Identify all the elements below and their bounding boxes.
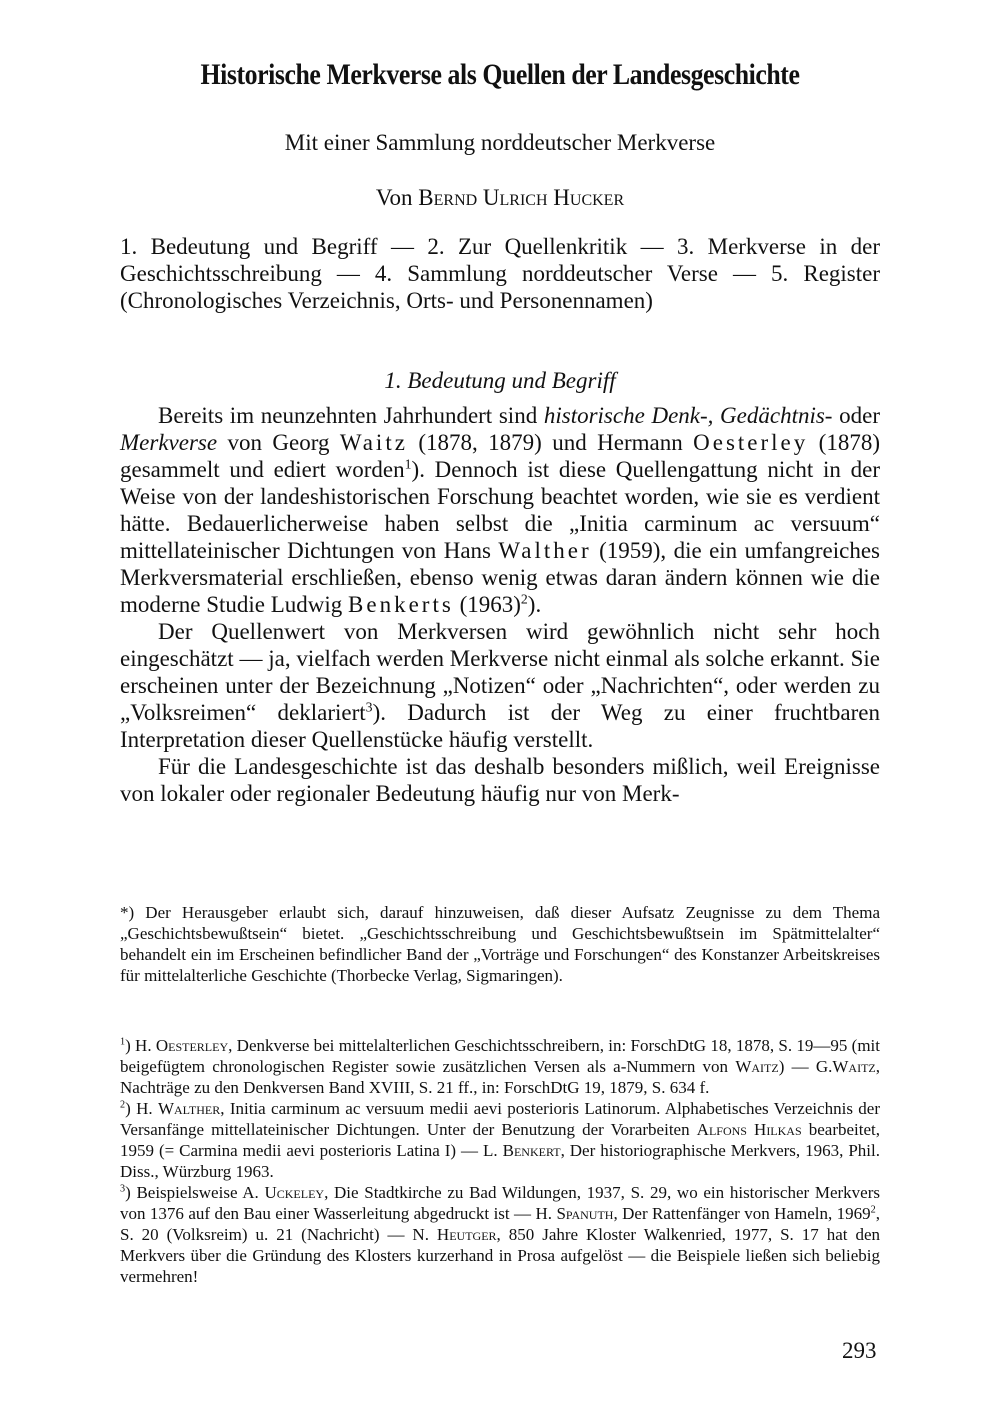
text-run: ). Dennoch ist diese Quellengattung nicht in der Weise von der landeshistorischen Forschung beachtet worden, wie sie es verdient hätte. Bedauerlicherweise haben selbst die „Initia carminum ac versuum“ mittellateinischer Dichtungen von Hans — [120, 457, 880, 563]
text-run: , Die Stadtkirche zu Bad Wildungen, 1937, S. 29, wo ein historischer Merkvers von 1376 auf den Bau einer Wasserleitung abgedruckt ist — H. — [120, 1183, 880, 1223]
author-name: Uckeley — [264, 1183, 325, 1202]
text-run: , Nachträge zu den Denkversen Band XVIII, S. 21 ff., in: ForschDtG 19, 1879, S. 634 f. — [120, 1057, 880, 1097]
footnote-ref: 3 — [365, 699, 373, 715]
author-name: Benkert — [502, 1141, 561, 1160]
text-run: H. — [130, 1099, 158, 1118]
article-title: Historische Merkverse als Quellen der Landesgeschichte — [200, 58, 800, 91]
text-run: ). Dadurch ist der Weg zu einer fruchtbaren Interpretation dieser Quellenstücke häufig verstellt. — [120, 700, 880, 752]
text-run: (1963) — [453, 592, 521, 617]
text-run: , S. 20 (Volksreim) u. 21 (Nachricht) — N. — [120, 1204, 881, 1244]
text-run: (1878) gesammelt und ediert worden — [120, 430, 880, 482]
text-run: Beispielsweise A. — [130, 1183, 265, 1202]
paragraph — [120, 618, 880, 753]
edition-mark: 2 — [870, 1204, 876, 1216]
text-run: ). — [527, 592, 542, 617]
spaced-name: Oesterley — [693, 430, 809, 455]
footnote-text: *) Der Herausgeber erlaubt sich, darauf hinzuweisen, daß dieser Aufsatz Zeugnisse zu dem Thema „Geschichtsbewußtsein“ bietet. „Geschichtsschreibung und Geschichtsbewußtsein im Spätmittelalter“ behandelt ein im Erscheinen befindlicher Band der „Vorträge und Forschungen“ des Konstanzer Arbeitskreises für mittelalterliche Geschichte (Thorbecke Verlag, Sigmaringen). — [120, 903, 880, 985]
text-run: , Denkverse bei mittelalterlichen Geschichtsschreibern, in: ForschDtG 18, 1878, S. 19—95 (mit beigefügtem chronologischen Register sowie zusätzlichen Versen als a-Nummern von — [120, 1036, 880, 1076]
text-run: (1878, 1879) und Hermann — [407, 430, 694, 455]
footnote-2: $^2$) H. Walther, Initia carminum ac versuum medii aevi posterioris Latinorum. Alphabetisches Verzeichnis der Versanfänge mittellateinischer Dichtungen. Unter der Benutzung der Vorarbeiten Alfons Hilkas bearbeitet, 1959 (= Carmina medii aevi posterioris Latina I) — L. Benkert, Der historiographische Merkvers, 1963, Phil. Diss., Würzburg 1963. — [120, 1099, 881, 1181]
body-text — [120, 402, 880, 807]
section-heading: 1. Bedeutung und Begriff — [384, 368, 616, 393]
author-line — [0, 185, 1000, 211]
text-run: , 850 Jahre Kloster Walkenried, 1977, S. 17 hat den Merkvers über die Gründung des Klosters kurzerhand in Prosa aufgelöst — die Beispiele ließen sich beliebig vermehren! — [120, 1225, 880, 1286]
text-run: von Georg — [217, 430, 340, 455]
author-name: Oesterley — [155, 1036, 229, 1055]
paragraph — [120, 402, 880, 618]
article-subtitle: Mit einer Sammlung norddeutscher Merkverse — [284, 130, 716, 155]
footnote-mark: 3 — [120, 1183, 126, 1195]
italic-term: Merkverse — [120, 430, 218, 455]
text-run: , Der Rattenfänger von Hameln, 1969 — [613, 1204, 871, 1223]
author-name: Walther — [157, 1099, 221, 1118]
author-name: Heutger — [436, 1225, 497, 1244]
footnote-ref: 2 — [520, 591, 528, 607]
text-run: Bereits im neunzehnten Jahrhundert sind — [158, 403, 544, 428]
author-name: Alfons Hilkas — [696, 1120, 802, 1139]
footnote-mark: 2 — [120, 1099, 126, 1111]
spaced-name: Benkerts — [348, 592, 454, 617]
text-run: ) — G. — [778, 1057, 833, 1076]
paragraph: Für die Landesgeschichte ist das deshalb besonders mißlich, weil Ereignisse von lokaler oder regionaler Bedeutung häufig nur von Merk- — [120, 754, 880, 806]
author-name: Bernd Ulrich Hucker — [418, 185, 625, 210]
italic-term: historische Denk-, Gedächtnis- — [543, 403, 833, 428]
page-number: 293 — [842, 1338, 877, 1363]
text-run: , Der historiographische Merkvers, 1963, Phil. Diss., Würzburg 1963. — [120, 1141, 880, 1181]
text-run: oder — [832, 403, 880, 428]
footnote-1: $^1$) H. Oesterley, Denkverse bei mittelalterlichen Geschichtsschreibern, in: ForschDtG 18, 1878, S. 19—95 (mit beigefügtem chronologischen Register sowie zusätzlichen Versen als a-Nummern von Waitz) — G.Waitz, Nachträge zu den Denkversen Band XVIII, S. 21 ff., in: ForschDtG 19, 1879, S. 634 f. — [120, 1036, 880, 1097]
text-run: H. — [130, 1036, 156, 1055]
author-name: Waitz — [735, 1057, 779, 1076]
table-of-contents: 1. Bedeutung und Begriff — 2. Zur Quellenkritik — 3. Merkverse in der Geschichtsschreibung — 4. Sammlung norddeutscher Verse — 5. Register (Chronologisches Verzeichnis, Orts- und Personennamen) — [120, 234, 880, 313]
author-name: Waitz — [832, 1057, 876, 1076]
spaced-name: Walther — [498, 538, 592, 563]
editor-footnote — [120, 902, 880, 986]
text-run: , Initia carminum ac versuum medii aevi posterioris Latinorum. Alphabetisches Verzeichnis der Versanfänge mittellateinischer Dichtungen. Unter der Benutzung der Vorarbeiten — [120, 1099, 881, 1139]
text-run: Der Quellenwert von Merkversen wird gewöhnlich nicht sehr hoch eingeschätzt — ja, vielfach werden Merkverse nicht einmal als solche erkannt. Sie erscheinen unter der Bezeichnung „Notizen“ oder „Nachrichten“, oder werden zu „Volksreimen“ deklariert — [120, 619, 880, 725]
author-name: Spanuth — [556, 1204, 614, 1223]
text-run: (1959), die ein umfangreiches Merkversmaterial erschließen, ebenso wenig etwas daran ändern können wie die moderne Studie Ludwig — [120, 538, 880, 617]
footnotes — [120, 1035, 880, 1287]
footnote-3: $^3$) Beispielsweise A. Uckeley, Die Stadtkirche zu Bad Wildungen, 1937, S. 29, wo ein historischer Merkvers von 1376 auf den Bau einer Wasserleitung abgedruckt ist — H. Spanuth, Der Rattenfänger von Hameln, 1969$^2$, S. 20 (Volksreim) u. 21 (Nachricht) — N. Heutger, 850 Jahre Kloster Walkenried, 1977, S. 17 hat den Merkvers über die Gründung des Klosters kurzerhand in Prosa aufgelöst — die Beispiele ließen sich beliebig vermehren! — [120, 1183, 881, 1286]
footnote-ref: 1 — [404, 456, 412, 472]
spaced-name: Waitz — [339, 430, 408, 455]
text-run: bearbeitet, 1959 (= Carmina medii aevi posterioris Latina I) — L. — [120, 1120, 880, 1160]
footnote-mark: 1 — [120, 1036, 126, 1048]
author-prefix: Von — [375, 185, 419, 210]
